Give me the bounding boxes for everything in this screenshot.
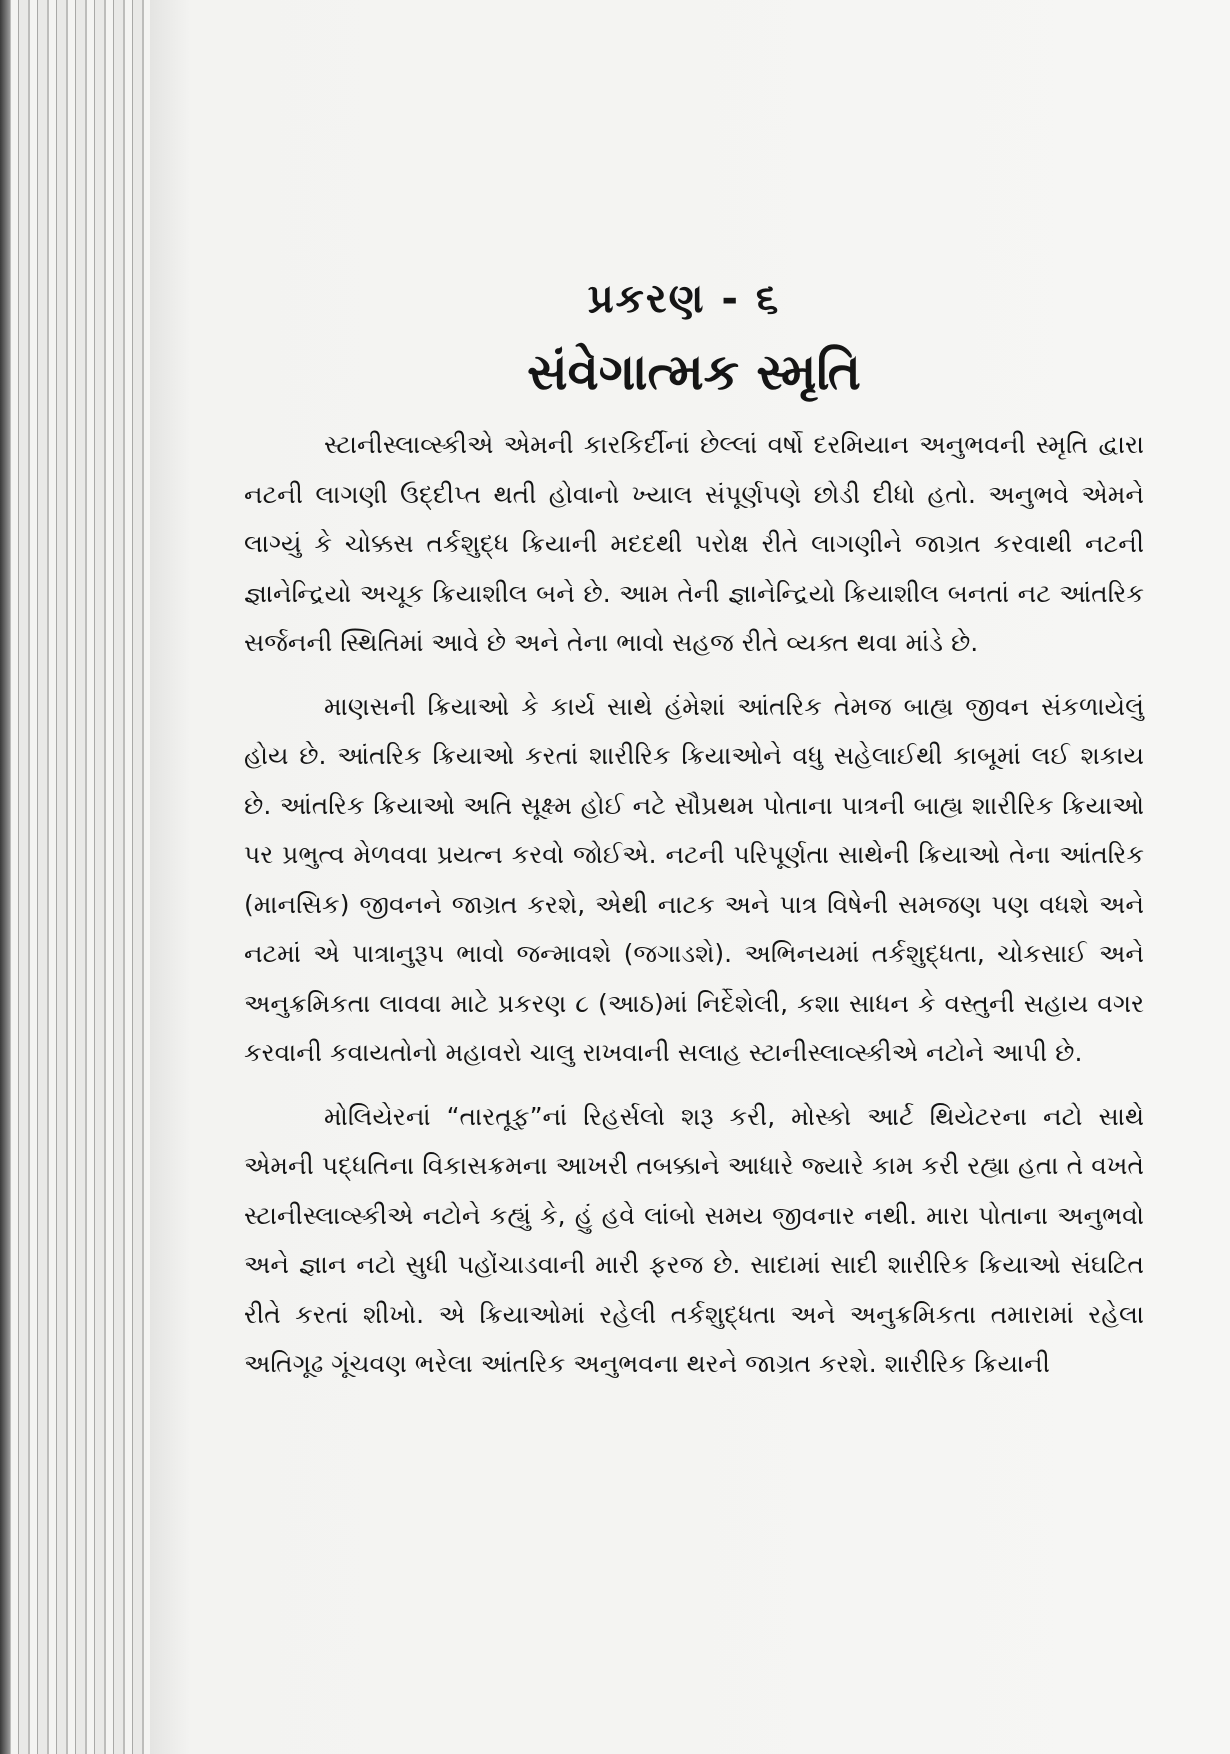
paragraph-text: સ્ટાનીસ્લાવ્સ્કીએ એમની કારકિર્દીનાં છેલ્લાં વર્ષો દરમિયાન અનુભવની સ્મૃતિ દ્વારા નટની લાગણી ઉદ્દીપ્ત થતી હોવાનો ખ્યાલ સંપૂર્ણપણે છોડી દીધો હતો. અનુભવે એમને લાગ્યું કે ચોક્કસ તર્કશુદ્ધ ક્રિયાની મદદથી પરોક્ષ રીતે લાગણીને જાગ્રત કરવાથી નટની જ્ઞાનેન્દ્રિયો અચૂક ક્રિયાશીલ બને છે. આમ તેની જ્ઞાનેન્દ્રિયો ક્રિયાશીલ બનતાં નટ આંતરિક સર્જનની સ્થિતિમાં આવે છે અને તેના ભાવો સહજ રીતે વ્યક્ત થવા માંડે છે. [244,430,1144,657]
paragraph [244,420,1144,668]
binding-shadow [0,0,10,1754]
page-content [244,272,1144,1403]
paragraph-text: માણસની ક્રિયાઓ કે કાર્ય સાથે હંમેશાં આંતરિક તેમજ બાહ્ય જીવન સંકળાયેલું હોય છે. આંતરિક ક્રિયાઓ કરતાં શારીરિક ક્રિયાઓને વધુ સહેલાઈથી કાબૂમાં લઈ શકાય છે. આંતરિક ક્રિયાઓ અતિ સૂક્ષ્મ હોઈ નટે સૌપ્રથમ પોતાના પાત્રની બાહ્ય શારીરિક ક્રિયાઓ પર પ્રભુત્વ મેળવવા પ્રયત્ન કરવો જોઈએ. નટની પરિપૂર્ણતા સાથેની ક્રિયાઓ તેના આંતરિક (માનસિક) જીવનને જાગ્રત કરશે, એથી નાટક અને પાત્ર વિષેની સમજણ પણ વધશે અને નટમાં એ પાત્રાનુરૂપ ભાવો જન્માવશે (જગાડશે). અભિનયમાં તર્કશુદ્ધતા, ચોકસાઈ અને અનુક્રમિકતા લાવવા માટે પ્રકરણ ૮ (આઠ)માં નિર્દેશેલી, કશા સાધન કે વસ્તુની સહાય વગર કરવાની કવાયતોનો મહાવરો ચાલુ રાખવાની સલાહ સ્ટાનીસ્લાવ્સ્કીએ નટોને આપી છે. [244,691,1144,1067]
paragraph [244,682,1144,1078]
chapter-title: સંવેગાત્મક સ્મૃતિ [527,343,861,401]
paragraph [244,1092,1144,1389]
book-page-edges [0,0,150,1754]
chapter-heading: પ્રકરણ - ૬ [587,276,781,322]
paragraph-text: મોલિયેરનાં “તારતૂફ”નાં રિહર્સલો શરૂ કરી, મોસ્કો આર્ટ થિયેટરના નટો સાથે એમની પદ્ધતિના વિકાસક્રમના આખરી તબક્કાને આધારે જ્યારે કામ કરી રહ્યા હતા તે વખતે સ્ટાનીસ્લાવ્સ્કીએ નટોને કહ્યું કે, હું હવે લાંબો સમય જીવનાર નથી. મારા પોતાના અનુભવો અને જ્ઞાન નટો સુધી પહોંચાડવાની મારી ફરજ છે. સાદામાં સાદી શારીરિક ક્રિયાઓ સંઘટિત રીતે કરતાં શીખો. એ ક્રિયાઓમાં રહેલી તર્કશુદ્ધતા અને અનુક્રમિકતા તમારામાં રહેલા અતિગૂઢ ગૂંચવણ ભરેલા આંતરિક અનુભવના થરને જાગ્રત કરશે. શારીરિક ક્રિયાની [244,1101,1144,1378]
